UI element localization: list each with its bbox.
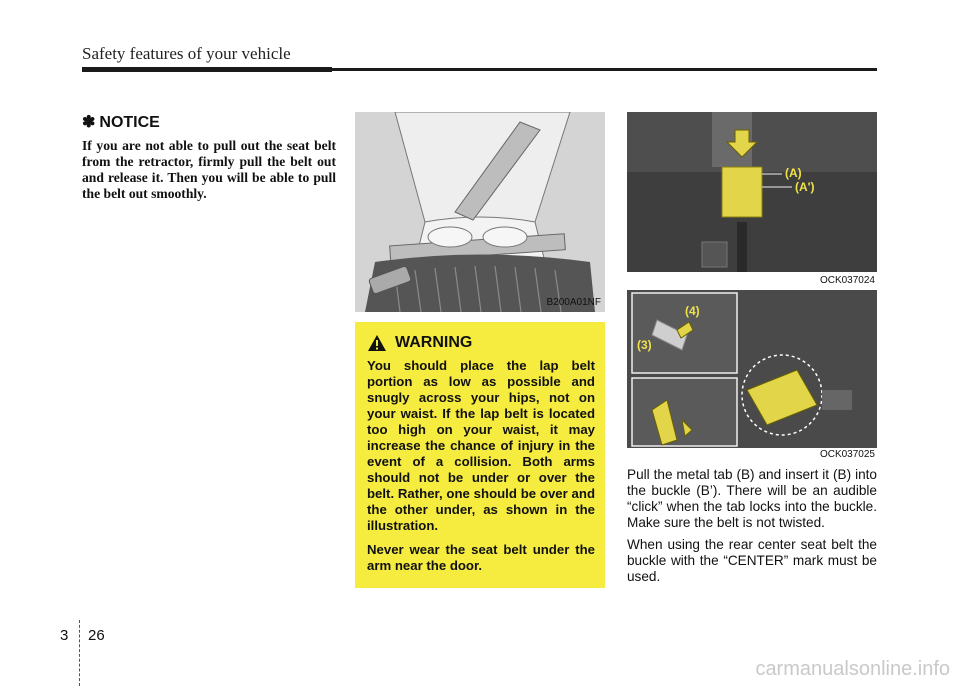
buckle-bottom-illustration	[627, 290, 877, 462]
notice-star-icon: ✽	[82, 114, 96, 131]
footer-divider	[79, 620, 80, 686]
warning-header	[367, 334, 595, 352]
header-rule-accent	[82, 67, 332, 72]
lap-belt-drawing	[355, 112, 605, 312]
watermark-text: carmanualsonline.info	[755, 658, 950, 680]
lap-belt-illustration	[355, 112, 605, 312]
figure-code-buckle-top: OCK037024	[819, 275, 875, 286]
body-paragraph-1: Pull the metal tab (B) and insert it (B) into the buckle (B’). There will be an audible “click” when the tab locks into the buckle. Make sure the belt is not twisted.	[627, 467, 877, 530]
section-number: 3	[60, 627, 69, 644]
figure-label-3: (3)	[637, 338, 652, 352]
notice-title-text: NOTICE	[99, 114, 160, 131]
warning-box	[355, 322, 605, 588]
buckle-bottom-drawing	[627, 290, 877, 462]
page-number: 26	[88, 627, 105, 644]
body-text	[627, 467, 877, 591]
warning-title: WARNING	[395, 334, 473, 351]
notice-body: If you are not able to pull out the seat belt from the retractor, firmly pull the belt out and release it. Then you will be able to pull the belt out smoothly.	[82, 138, 336, 201]
notice-section	[82, 112, 336, 202]
notice-title	[82, 112, 336, 132]
warning-paragraph-1: You should place the lap belt portion as low as possible and snugly across your hips, not on your waist. If the lap belt is located too high on your waist, it may increase the chance of injury in the event of a collision. Both arms should not be under or over the belt. Rather, one should be over and the other under, as shown in the illustration.	[367, 358, 595, 533]
figure-label-a: (A)	[785, 166, 802, 180]
figure-code-lap: B200A01NF	[546, 297, 601, 308]
body-paragraph-2: When using the rear center seat belt the buckle with the “CENTER” mark must be used.	[627, 537, 877, 584]
figure-label-4: (4)	[685, 304, 700, 318]
buckle-top-illustration	[627, 112, 877, 288]
figure-code-buckle-bottom: OCK037025	[819, 449, 875, 460]
buckle-top-drawing	[627, 112, 877, 288]
warning-triangle-icon	[367, 334, 387, 352]
page-header: Safety features of your vehicle	[82, 44, 291, 63]
warning-paragraph-2: Never wear the seat belt under the arm near the door.	[367, 542, 595, 573]
figure-label-a-prime: (A')	[795, 180, 815, 194]
